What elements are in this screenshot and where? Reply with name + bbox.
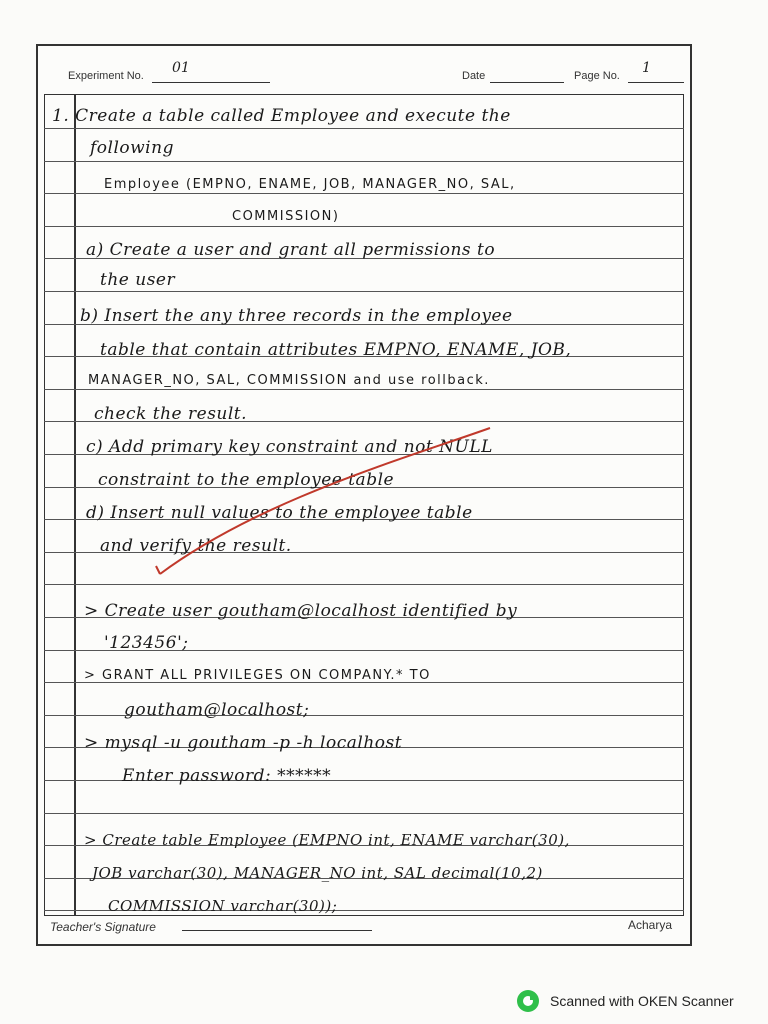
date-label: Date: [462, 70, 486, 82]
handwritten-line: '123456';: [104, 633, 189, 653]
handwritten-line: a) Create a user and grant all permissions to: [86, 240, 496, 260]
scanner-badge: [516, 988, 760, 1014]
handwritten-line: > mysql -u goutham -p -h localhost: [84, 733, 403, 753]
handwritten-line: > GRANT ALL PRIVILEGES ON COMPANY.* TO: [84, 668, 431, 683]
brand-label: Acharya: [628, 918, 673, 932]
handwritten-line: Enter password: ******: [122, 766, 332, 786]
handwritten-line: JOB varchar(30), MANAGER_NO int, SAL decimal(10,2): [92, 864, 543, 882]
page-no-label: Page No.: [574, 70, 620, 82]
handwritten-line: > Create table Employee (EMPNO int, ENAME varchar(30),: [84, 831, 570, 849]
handwritten-line: b) Insert the any three records in the employee: [80, 306, 513, 326]
handwritten-line: and verify the result.: [100, 536, 292, 556]
handwritten-line: table that contain attributes EMPNO, ENAME, JOB,: [100, 340, 572, 360]
handwritten-line: c) Add primary key constraint and not NULL: [86, 437, 493, 457]
page-number: 1: [642, 60, 651, 76]
handwritten-line: MANAGER_NO, SAL, COMMISSION and use rollback.: [88, 373, 490, 388]
handwritten-line: > Create user goutham@localhost identified by: [84, 601, 518, 621]
signature-line: [182, 930, 372, 931]
handwritten-line: constraint to the employee table: [98, 470, 395, 490]
handwritten-line: following: [90, 138, 174, 158]
scanner-badge-text: Scanned with OKEN Scanner: [550, 993, 734, 1009]
handwritten-line: Employee (EMPNO, ENAME, JOB, MANAGER_NO, SAL,: [104, 177, 516, 192]
experiment-number: 01: [172, 60, 190, 76]
experiment-label: Experiment No.: [68, 70, 144, 82]
handwritten-line: COMMISSION varchar(30));: [108, 897, 338, 915]
handwritten-line: the user: [100, 270, 176, 290]
teacher-signature-label: Teacher's Signature: [50, 920, 156, 934]
handwritten-line: check the result.: [94, 404, 248, 424]
handwritten-line: d) Insert null values to the employee table: [86, 503, 473, 523]
handwritten-line: 1. Create a table called Employee and execute the: [52, 106, 511, 126]
handwritten-line: COMMISSION): [232, 209, 340, 224]
oken-scanner-icon: [516, 989, 540, 1013]
handwritten-line: goutham@localhost;: [124, 700, 310, 720]
